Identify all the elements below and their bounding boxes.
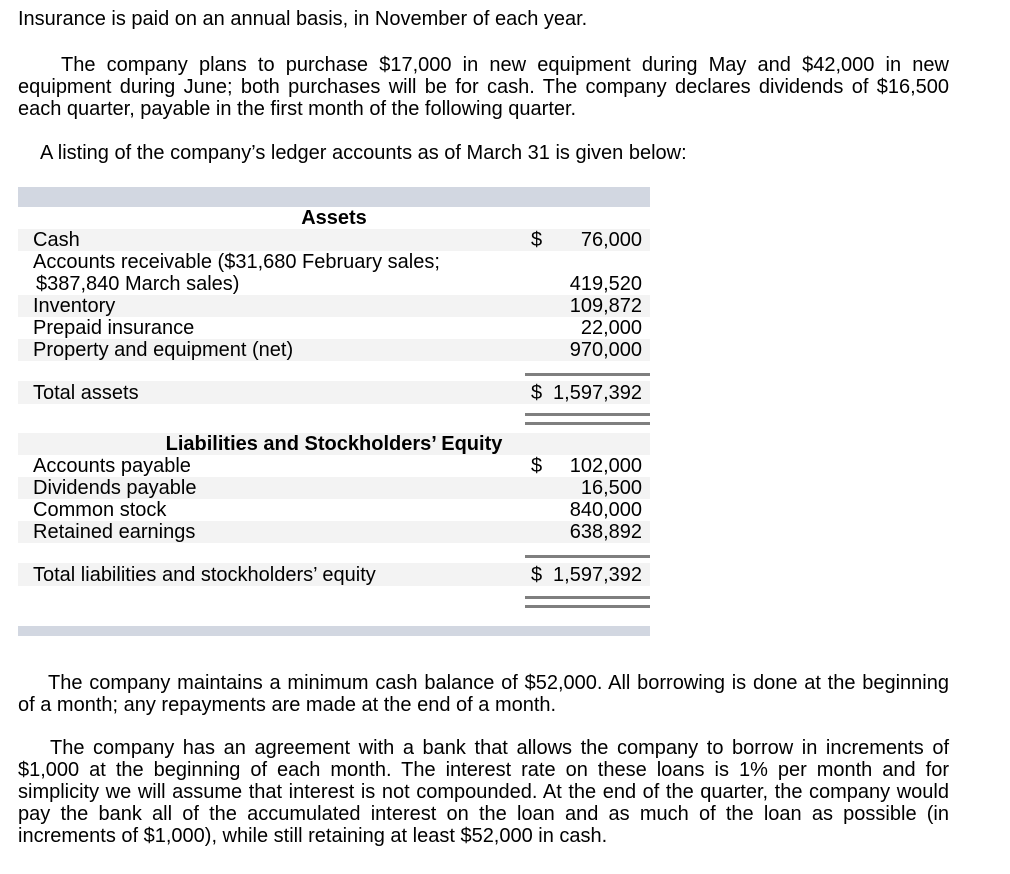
table-row-retained-earnings: [18, 521, 650, 543]
account-label: Retained earnings: [18, 521, 525, 543]
account-label-line2: $387,840 March sales): [36, 273, 240, 295]
table-row-accounts-receivable: [18, 251, 650, 295]
spacer-row: [18, 586, 650, 596]
currency-symbol: $: [531, 455, 543, 477]
account-amount: 970,000: [546, 339, 650, 361]
account-amount: 76,000: [546, 229, 650, 251]
table-row-cash: [18, 229, 650, 251]
assets-section-title: Assets: [301, 207, 367, 229]
table-row-prepaid-insurance: [18, 317, 650, 339]
currency-symbol: $: [525, 563, 546, 586]
table-row-common-stock: [18, 499, 650, 521]
account-amount: 109,872: [546, 295, 650, 317]
table-bottom-band: [18, 626, 650, 636]
spacer-row: [18, 404, 650, 413]
currency-symbol: [525, 317, 546, 339]
currency-symbol: [525, 521, 546, 543]
table-top-band: [18, 187, 650, 207]
spacer-row: [18, 598, 650, 605]
table-row-property-equipment: [18, 339, 650, 361]
liabilities-section-title: Liabilities and Stockholders’ Equity: [18, 433, 650, 455]
currency-symbol: [525, 339, 546, 361]
total-amount: 1,597,392: [546, 563, 650, 586]
single-rule-row: [18, 361, 650, 374]
single-rule: [525, 543, 650, 556]
document-page: [0, 8, 949, 847]
spacer-row: [18, 606, 650, 626]
account-label: Dividends payable: [18, 477, 525, 499]
equipment-purchases-paragraph: The company plans to purchase $17,000 in new equipment during May and $42,000 in new equipment during June; both purchases will be for cash. The company declares dividends of $16,500 each quarter, payable in the first month of the following quarter.: [18, 54, 949, 120]
ledger-intro-paragraph: A listing of the company’s ledger accounts as of March 31 is given below:: [40, 142, 687, 164]
account-label: [18, 251, 525, 295]
account-label: Accounts payable: [33, 455, 191, 477]
single-rule-row: [18, 543, 650, 556]
total-label: Total liabilities and stockholders’ equity: [18, 563, 525, 586]
account-amount: 840,000: [569, 499, 642, 521]
table-row-inventory: [18, 295, 650, 317]
spacer-row: [18, 415, 650, 422]
liabilities-section-header-row: [18, 433, 650, 455]
total-liabilities-row: [18, 563, 650, 586]
currency-symbol: [525, 295, 546, 317]
total-amount: 1,597,392: [546, 381, 650, 404]
spacer-row: [18, 556, 650, 563]
insurance-paragraph: Insurance is paid on an annual basis, in November of each year.: [18, 8, 588, 30]
currency-symbol: [525, 499, 546, 521]
table-row-accounts-payable: [18, 455, 650, 477]
account-label: Cash: [18, 229, 525, 251]
total-label: Total assets: [18, 381, 525, 404]
account-amount: 22,000: [580, 317, 642, 339]
account-amount: 102,000: [569, 455, 642, 477]
currency-symbol: $: [525, 229, 546, 251]
assets-section-header-row: [18, 207, 650, 229]
account-amount: 16,500: [546, 477, 650, 499]
minimum-cash-paragraph: The company maintains a minimum cash balance of $52,000. All borrowing is done at the beginning of a month; any repayments are made at the end of a month.: [18, 672, 949, 716]
ledger-accounts-table: [18, 187, 650, 636]
account-label: Property and equipment (net): [18, 339, 525, 361]
table-row-dividends-payable: [18, 477, 650, 499]
currency-symbol: [525, 477, 546, 499]
currency-symbol: [525, 251, 546, 295]
bank-agreement-paragraph: The company has an agreement with a bank that allows the company to borrow in increments of $1,000 at the beginning of each month. The interest rate on these loans is 1% per month and for simplicity we will assume that interest is not compounded. At the end of the quarter, the company would pay the bank all of the accumulated interest on the loan and as much of the loan as possible (in increments of $1,000), while still retaining at least $52,000 in cash.: [18, 737, 949, 847]
currency-symbol: $: [525, 381, 546, 404]
account-label: Common stock: [33, 499, 167, 521]
account-label: Inventory: [18, 295, 525, 317]
account-amount: 638,892: [546, 521, 650, 543]
account-label-line1: Accounts receivable ($31,680 February sales;: [33, 251, 440, 273]
account-amount: 419,520: [569, 273, 642, 295]
spacer-row: [18, 374, 650, 381]
single-rule: [525, 361, 650, 374]
spacer-row: [18, 423, 650, 433]
account-label: Prepaid insurance: [33, 317, 195, 339]
total-assets-row: [18, 381, 650, 404]
